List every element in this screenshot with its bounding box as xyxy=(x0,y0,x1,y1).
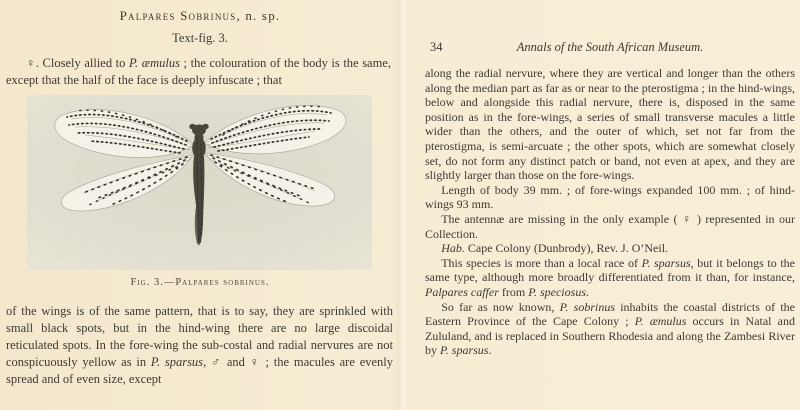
left-paragraph-bottom: of the wings is of the same pattern, that is to say, they are sprinkled with small black spots, but in the hind-wing there are no large discoidal reticulated spots. In the fore-wing the sub-costal and radial nervures are not conspicuously yellow as in P. sparsus, ♂ and ♀ ; the macules are evenly spread and of even size, except xyxy=(6,304,394,386)
right-page xyxy=(400,0,800,410)
antlion-figure xyxy=(27,95,372,270)
textfig-label: Text-fig. 3. xyxy=(172,31,228,45)
body-paragraph: along the radial nervure, where they are vertical and longer than the others along the median part as far as or near to the pterostigma ; in the hind-wings, below and alongside this radial nervure, there is, disposed in the same position as in the fore-wings, a series of small transverse macules a little wider than the others, and the outer of which, set not far from the pterostigma, is semi-arcuate ; the other spots, which are somewhat closely set, do not form any distinct patch or band, not even at apex, and they are slightly larger than those on the fore-wings. xyxy=(425,66,795,183)
running-title: Annals of the South African Museum. xyxy=(516,40,704,54)
body-paragraph: So far as now known, P. sobrinus inhabits the coastal districts of the Eastern Province of the Cape Colony ; P. æmulus occurs in Natal and Zululand, and is replaced in Southern Rhodesia and along the Zambesi River by P. sparsus. xyxy=(425,299,796,358)
species-title: Palpares Sobrinus, n. sp. xyxy=(119,8,281,23)
figure-caption: Fig. 3.—Palpares sobrinus. xyxy=(130,277,270,288)
body-paragraph: This species is more than a local race of P. sparsus, but it belongs to the same type, although more broadly differentiated from it than, for instance, Palpares caffer from P. speciosus. xyxy=(425,255,795,299)
page-number: 34 xyxy=(430,40,443,54)
body-paragraph: Length of body 39 mm. ; of fore-wings expanded 100 mm. ; of hind-wings 93 mm. xyxy=(425,182,795,212)
body-paragraph: Hab. Cape Colony (Dunbrody), Rev. J. O’Neil. xyxy=(441,241,669,256)
left-paragraph-top: ♀. Closely allied to P. æmulus ; the colouration of the body is the same, except that the half of the face is deeply infuscate ; that xyxy=(6,56,392,87)
antlion-illustration xyxy=(27,95,372,270)
body-paragraph: The antennæ are missing in the only example ( ♀ ) represented in our Collection. xyxy=(425,211,795,241)
running-header xyxy=(425,40,795,55)
right-page-body xyxy=(425,66,795,358)
